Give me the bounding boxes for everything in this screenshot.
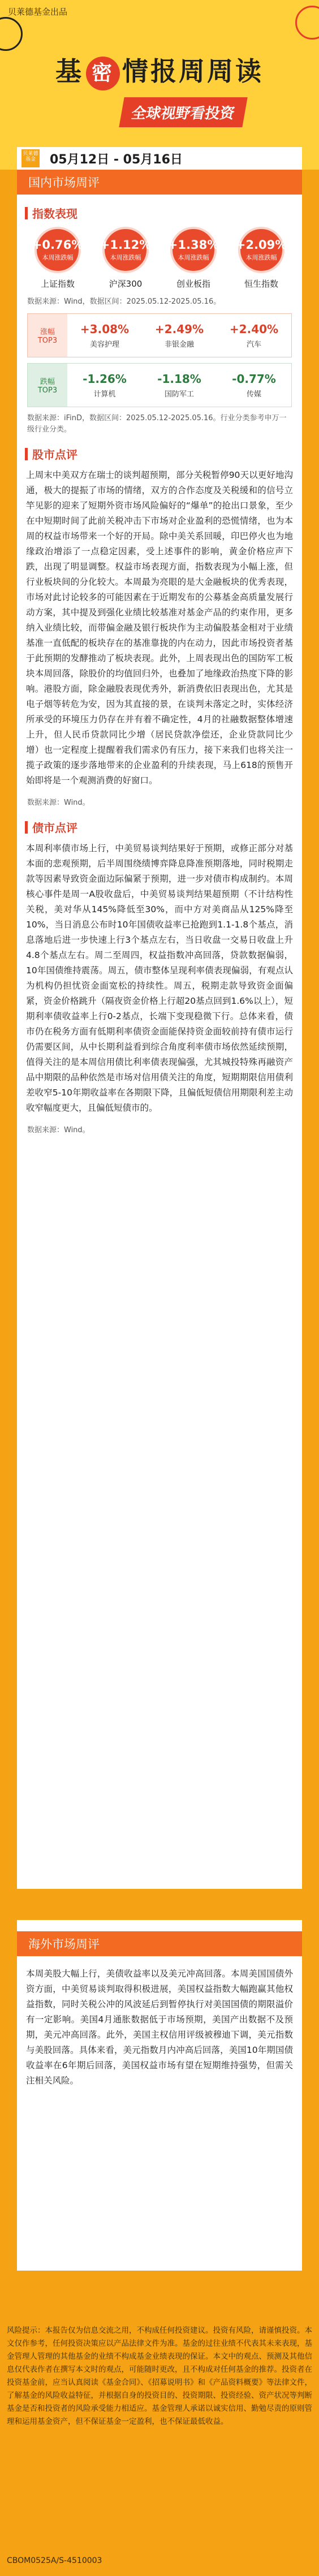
sector-item [142, 322, 217, 349]
index-row [17, 227, 302, 290]
index-card [28, 227, 87, 290]
index-name: 沪深300 [109, 279, 143, 289]
domestic-panel [17, 170, 302, 1889]
stock-commentary: 上周末中美双方在瑞士的谈判超预期，部分关税暂停90天以更好地沟通，极大的提振了市场的情绪，双方的合作态度及关税缓和的信号立竿见影的迎来了短期外资市场风险偏好的“爆单”的抢出口景象，至少在中短期时间了此前关税冲击下市场对企业盈利的恐慌情绪，也为本周的权益市场带来一个好的开局。除中美关系回暖，印巴停火也为地缘政治增添了一点稳定因素，受上述事件的影响，黄金价格应声下跌，出现了明显调整。权益市场表现方面，指数表现为小幅上涨，但行业板块间的分化较大。本周最为亮眼的是大金融板块的优秀表现，市场对此讨论较多的可能因素在于近期发布的公募基金高质量发展行动方案，其中提及到强化业绩比较基准对基金产品的约束作用，更多纳入业绩比较，而带偏金融及银行板块作为主动偏股基金相对于业绩基准一直低配的板块存在的基准靠拢的内在动力，因此市场投资者基于此预期的发酵推动了板块表现。此外，上周表现出色的国防军工板块本周回落，除股价的均值回归外，也叠加了地缘政治热度下降的影响。港股方面，除金融股表现优秀外，新消费依旧表现出色，尤其是电子烟等转危为安，因为其直接的景，在谈判未落定之时，实体经济所承受的环境压力仍存在并有着不确定性，4月的社融数据整体增速上升，但人民币贷款同比少增（居民贷款净偿还，企业贷款同比少增）也一定程度上提醒着我们需求仍有压力，接下来我们也将关注一揽子政策的逐步落地带来的企业盈利的升续表现，马上618的预售开始即将是一个观测消费的好窗口。 [26, 470, 293, 786]
sector-name: 国防军工 [164, 390, 194, 399]
data-source: 数据来源：iFinD，数据区间：2025.05.12-2025.05.16。行业分类参考申万一级行业分类。 [27, 414, 287, 434]
accent-bar [25, 821, 28, 834]
section-heading-domestic: 国内市场周评 [17, 170, 302, 195]
page-title [0, 51, 319, 90]
index-unit: 本周涨跌幅 [245, 254, 277, 261]
title-left: 基 [55, 56, 84, 87]
sector-value: -0.77% [232, 372, 276, 386]
label-line: 跌幅 [40, 378, 55, 386]
sector-name: 传媒 [246, 390, 261, 399]
index-unit: 本周涨跌幅 [110, 254, 141, 261]
sector-name: 美容护理 [89, 340, 119, 349]
data-source: 数据来源：Wind。 [27, 1126, 90, 1134]
index-circle [100, 227, 152, 273]
overseas-panel [17, 1920, 302, 2271]
subsection-stock [25, 446, 302, 462]
title-right: 情报周周读 [122, 56, 264, 87]
sector-name: 汽车 [246, 340, 261, 349]
label-line: TOP3 [37, 336, 58, 345]
gainers-label [28, 314, 67, 357]
sector-item [217, 372, 291, 399]
section-heading-overseas: 海外市场周评 [17, 1931, 302, 1956]
index-unit: 本周涨跌幅 [42, 254, 74, 261]
subsection-title: 指数表现 [32, 207, 77, 221]
bond-commentary: 本周利率债市场上行，中美贸易谈判结果好于预期，或修正部分对基本面的悲观预期，后半周围绕绩博弈降息降准预期落地，同时税期走款等因素导致资金面边际偏紧于预期，进一步对债市构成制约。本周核心事件是周一A股收盘后，中美贸易谈判结果超预期（不计结构性关税，美对华从145%降低至30%，而中方对美商品从125%降至10%，当日消息公布时10年国债收益率已抢跑到1.1-1.8个基点，消息落地后进一步快速上行3个基点左右，当日收盘一交易日收盘上升4.8个基点左右。周二至周四，权益指数冲高回落，贷款数据偏弱，10年国债维持震荡。周五，债市整体呈现利率债表现偏弱，有观点认为机构仍担忧资金面宽松的持续性。周五，税期走款导致资金面偏紧，资金价格跳升（隔夜资金价格上行超20基点回到1.6%以上），短期利率债收益率上行0-2基点，长端下变现稳微下行。总体来看，债市仍在税务方面有低期利率债资金面能保持资金面较前持有债市运行仍需要区间，从中长期利益看到综合角度利率债市场依然延续预期，值得关注的是本周信用债比利率债表现偏强，尤其城投特殊再融资产品中期限的品种依然是市场对信用债关注的角度，短期期限信用债利差收窄5-10年期收益率在各期限下降，且偏低短债信用期限利差主动收窄幅度更大，且偏低短债市的。 [26, 843, 293, 1113]
index-value: +0.76% [32, 238, 84, 252]
risk-disclaimer: 风险提示：本报告仅为信息交流之用，不构成任何投资建议。投资有风险，请谨慎投资。本文仅作参考，任何投资决策应以产品法律文件为准。基金的过往业绩不代表其未来表现，基金管理人管理的其他基金的业绩不构成基金业绩表现的保证。本文中的观点、预测及其他信息仅代表作者在撰写本文时的观点，可能随时更改，且不构成对任何基金的推荐。投资者在投资基金前，应当认真阅读《基金合同》、《招募说明书》和《产品资料概要》等法律文件，了解基金的风险收益特征，并根据自身的投资目的、投资期限、投资经验、资产状况等判断基金是否和投资者的风险承受能力相适应。基金管理人承诺以诚实信用、勤勉尽责的原则管理和运用基金资产，但不保证基金一定盈利，也不保证最低收益。 [7, 2326, 312, 2426]
index-circle [32, 227, 84, 273]
index-value: +1.38% [167, 238, 219, 252]
label-line: TOP3 [37, 386, 58, 395]
sector-value: +3.08% [80, 322, 130, 336]
sector-name: 非银金融 [164, 340, 194, 349]
data-source: 数据来源：Wind。 [27, 799, 90, 807]
sector-item [217, 322, 291, 349]
decor-circle [0, 17, 23, 51]
index-card [164, 227, 223, 290]
page-subtitle: 全球视野看投资 [119, 97, 247, 127]
index-card [232, 227, 291, 290]
sector-value: -1.18% [157, 372, 201, 386]
index-circle [167, 227, 219, 273]
subsection-title: 股市点评 [32, 448, 77, 461]
sector-item [67, 372, 142, 399]
index-circle [235, 227, 287, 273]
sector-value: -1.26% [83, 372, 127, 386]
decor-circle [295, 6, 319, 40]
index-card [96, 227, 155, 290]
subsection-index [25, 205, 302, 221]
index-unit: 本周涨跌幅 [178, 254, 209, 261]
index-name: 上证指数 [40, 279, 75, 289]
sector-value: +2.40% [229, 322, 279, 336]
sector-item [67, 322, 142, 349]
index-name: 创业板指 [176, 279, 210, 289]
brand-label: 贝莱德基金出品 [8, 7, 68, 17]
accent-bar [25, 207, 28, 219]
sector-value: +2.49% [154, 322, 204, 336]
subsection-title: 债市点评 [32, 821, 77, 835]
overseas-commentary: 本周美股大幅上行，美债收益率以及美元冲高回落。本周美国国债外资方面，中美贸易谈判取得积极进展，美国权益指数大幅跑赢其他权益指数，同时关税公冲的风波延后到暂停执行对美国国债的期限溢价有一定影响。美国4月通胀数据低于市场预期，美国产出数据不及预期，美元冲高回落。此外，美国主权信用评级被穆迪下调，美元指数与美股回落。具体来看，美元指数月内冲高后回落，美国10年期国债收益率在6年期后回落，美国权益市场有望在短期维持强势，但需关注相关风险。 [26, 1969, 293, 2086]
title-seal: 密 [86, 57, 120, 90]
gainers-top3 [27, 313, 292, 357]
index-name: 恒生指数 [244, 279, 278, 289]
subsection-bond [25, 819, 302, 835]
index-value: +1.12% [100, 238, 152, 252]
blackrock-logo-icon: 贝莱德基金 [21, 149, 40, 167]
accent-bar [25, 448, 28, 460]
data-source: 数据来源：Wind，数据区间：2025.05.12-2025.05.16。 [27, 297, 221, 306]
label-line: 涨幅 [40, 328, 55, 336]
losers-label [28, 364, 67, 407]
losers-top3 [27, 363, 292, 407]
sector-item [142, 372, 217, 399]
sector-name: 计算机 [93, 390, 116, 399]
document-code: CBOM0525A/S-4510003 [7, 2556, 102, 2565]
date-range: 05月12日 - 05月16日 [50, 152, 183, 167]
header [0, 0, 319, 170]
index-value: +2.09% [235, 238, 287, 252]
date-bar [17, 147, 302, 170]
